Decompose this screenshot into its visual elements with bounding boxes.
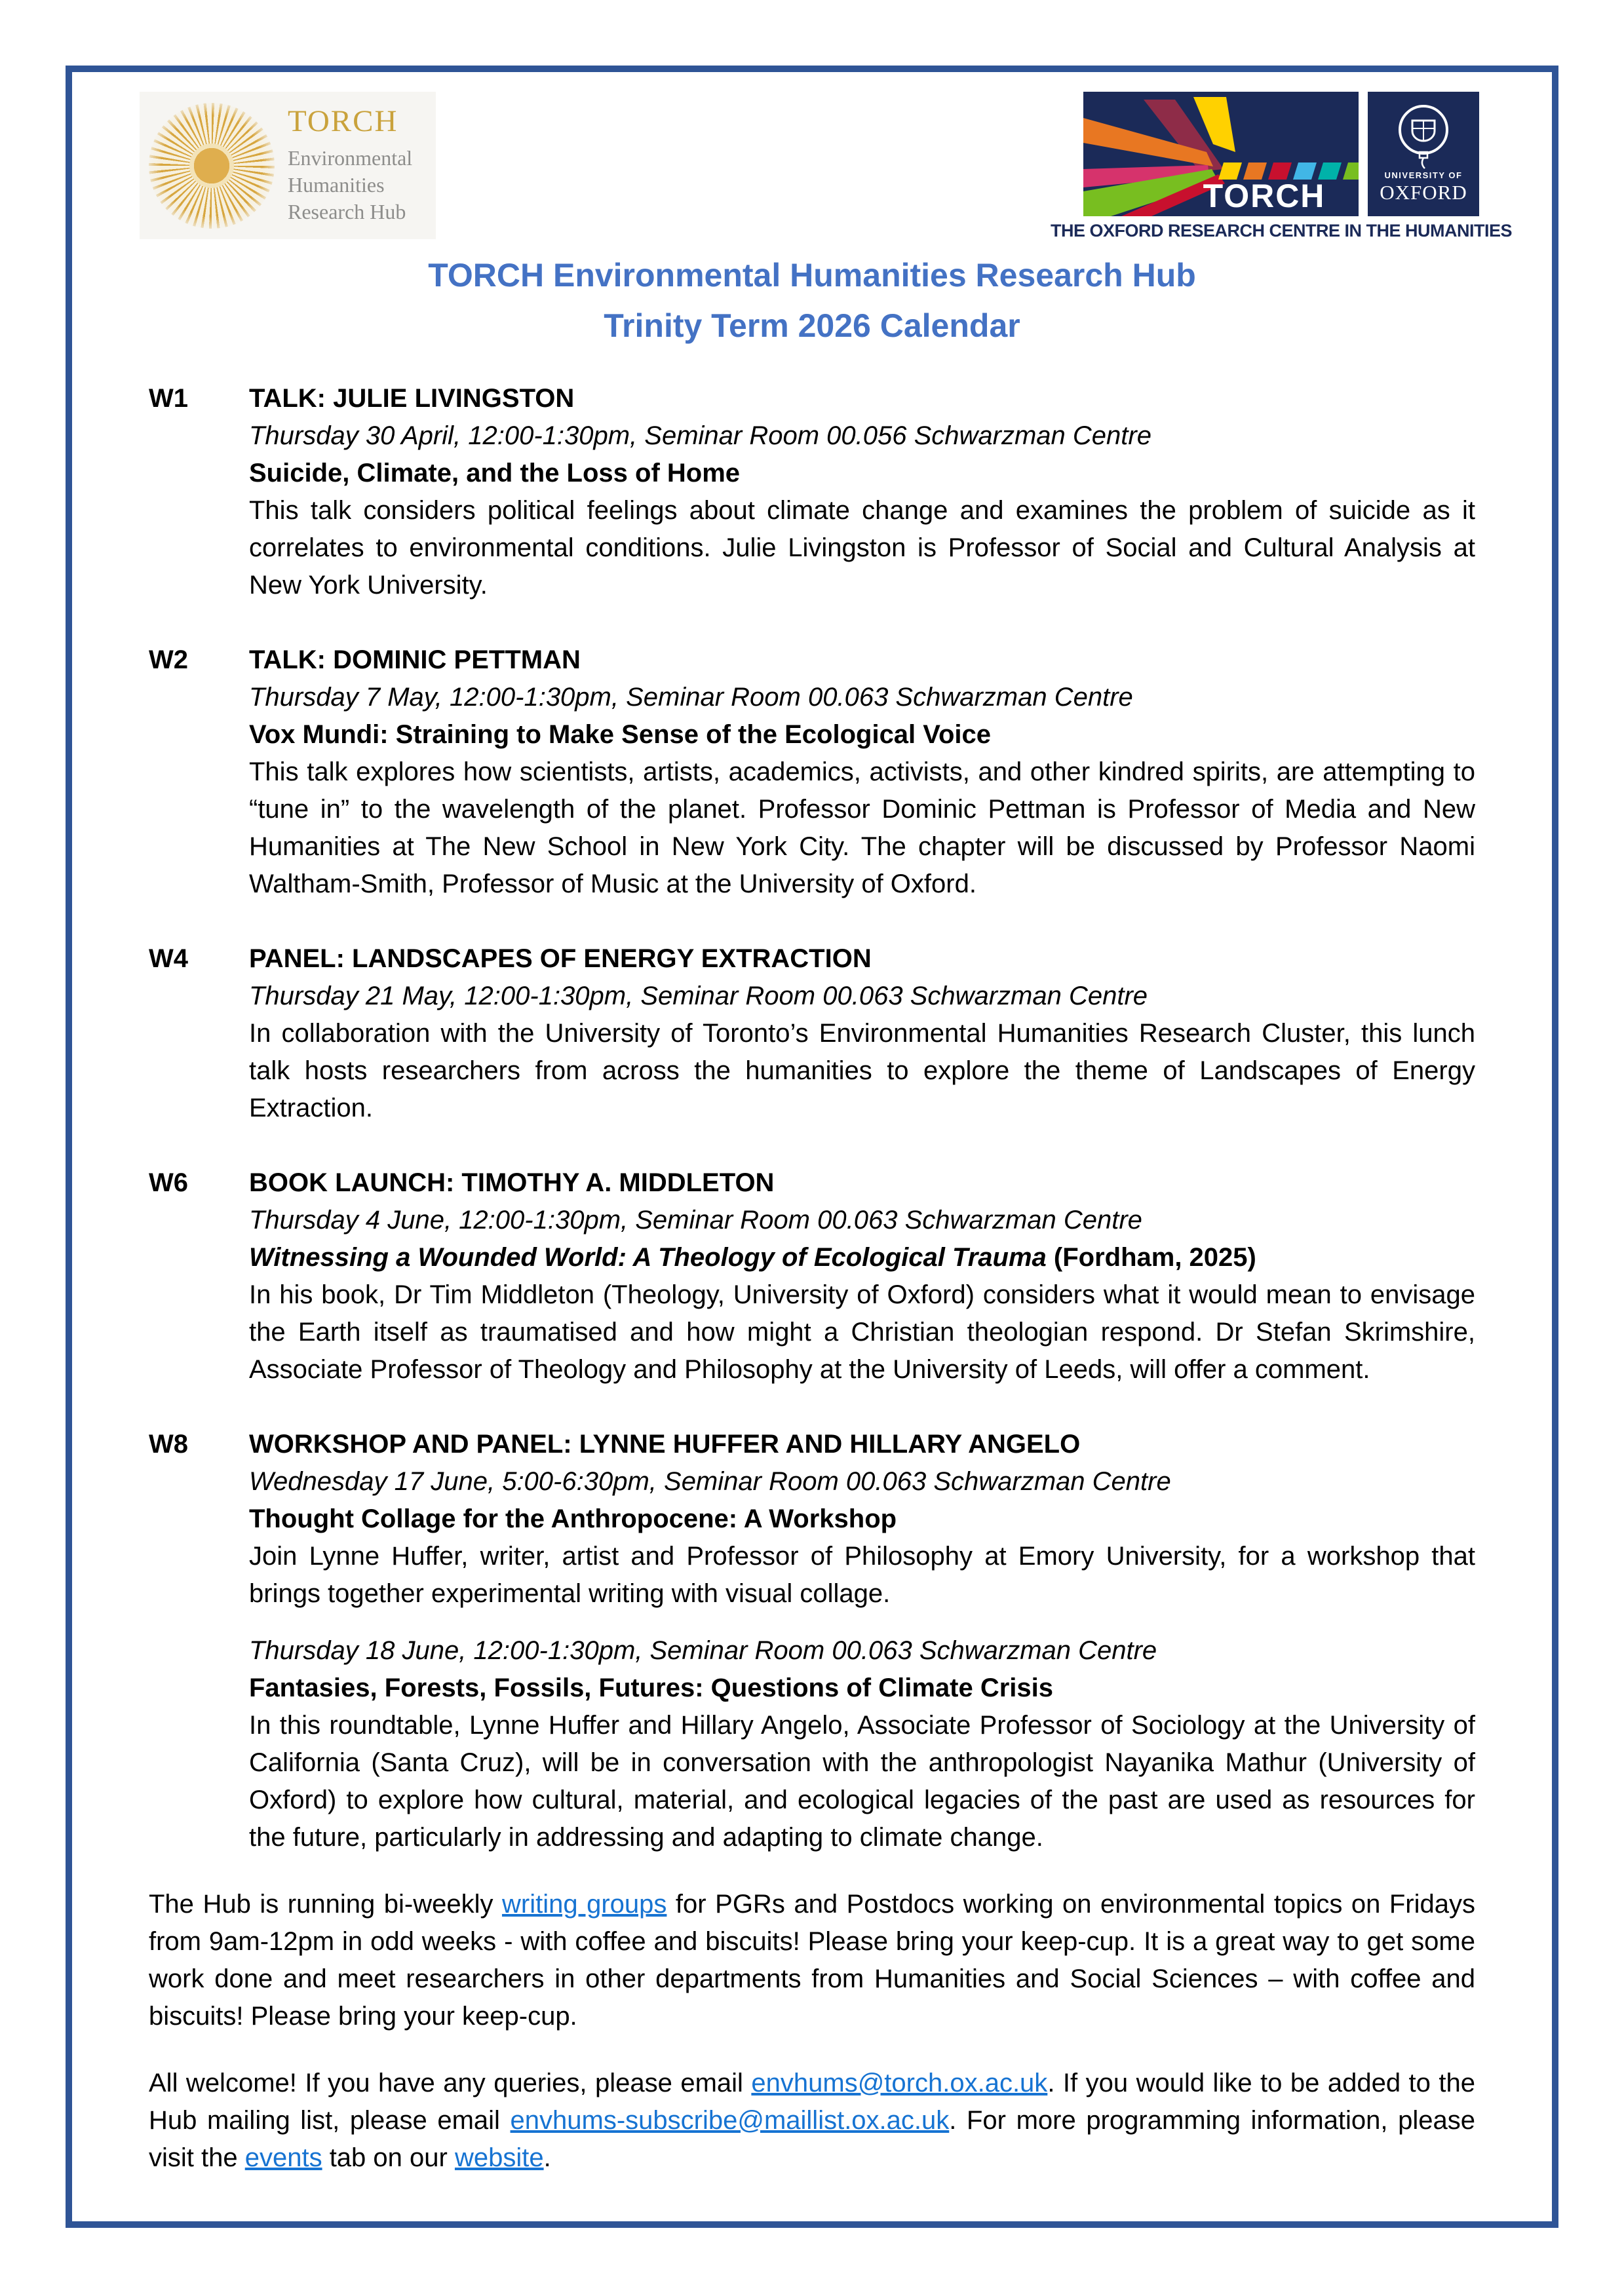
event-title (249, 1239, 1475, 1276)
page-border (66, 66, 1558, 2228)
event-content (249, 641, 1475, 903)
header (149, 92, 1512, 244)
footer-text: . For more programming information, please visit the (149, 2106, 1476, 2172)
website-link[interactable]: website (454, 2143, 544, 2172)
hub-logo-line-2: Humanities (288, 172, 385, 197)
event-description: In his book, Dr Tim Middleton (Theology, University of Oxford) considers what it would mean to envisage the Earth itself as traumatised and how might a Christian theologian respond. Dr Stefan Skrimshire, Associate Professor of Theology and Philosophy at the University of Leeds, will offer a comment. (249, 1280, 1475, 1384)
footer-text: tab on our (322, 2143, 455, 2172)
hub-logo-line-1: Environmental (288, 145, 413, 170)
contact-paragraph (149, 2065, 1475, 2177)
book-title: Witnessing a Wounded World: A Theology of Ecological Trauma (249, 1243, 1047, 1272)
session (249, 978, 1475, 1127)
event-date: Thursday 30 April, 12:00-1:30pm, Seminar Room 00.056 Schwarzman Centre (249, 421, 1151, 450)
events-link[interactable]: events (244, 2143, 322, 2172)
event-title: Vox Mundi: Straining to Make Sense of the Ecological Voice (249, 720, 992, 749)
page-title-line-1: TORCH Environmental Humanities Research Hub (428, 257, 1196, 294)
writing-groups-link[interactable]: writing groups (501, 1890, 667, 1919)
event-content (249, 1426, 1475, 1856)
hub-logo-text (288, 106, 412, 225)
event-description: In this roundtable, Lynne Huffer and Hillary Angelo, Associate Professor of Sociology at the University of California (Santa Cruz), will be in conversation with the anthropologist Nayanika Mathur (University of Oxford) to explore how cultural, material, and ecological legacies of the past are used as resources for the future, particularly in addressing and adapting to climate change. (249, 1711, 1475, 1852)
envhums-email-link[interactable]: envhums@torch.ox.ac.uk (751, 2069, 1048, 2097)
hub-logo-line-3: Research Hub (288, 199, 406, 223)
event-w4 (149, 940, 1475, 1127)
oxford-university-of-text: UNIVERSITY OF (1384, 170, 1463, 180)
event-date: Thursday 4 June, 12:00-1:30pm, Seminar Room 00.063 Schwarzman Centre (249, 1206, 1142, 1234)
session (249, 417, 1475, 604)
footer-text: for PGRs and Postdocs working on environmental topics on Fridays from 9am-12pm in odd weeks - with coffee and biscuits! Please bring your keep-cup. It is a great way to get some work done and meet researchers in other departments from Humanities and Social Sciences – with coffee and biscuits! Please bring your keep-cup. (149, 1890, 1475, 2031)
event-heading: PANEL: LANDSCAPES OF ENERGY EXTRACTION (249, 944, 872, 973)
event-content (249, 380, 1475, 604)
week-label: W8 (149, 1430, 188, 1459)
events-list (149, 380, 1475, 1856)
event-date: Thursday 18 June, 12:00-1:30pm, Seminar Room 00.063 Schwarzman Centre (249, 1636, 1157, 1665)
torch-wordmark: TORCH (1203, 178, 1326, 214)
sunburst-icon (149, 103, 275, 229)
event-heading: BOOK LAUNCH: TIMOTHY A. MIDDLETON (249, 1168, 775, 1197)
session (249, 1463, 1475, 1613)
event-description: This talk considers political feelings about climate change and examines the problem of suicide as it correlates to environmental conditions. Julie Livingston is Professor of Social and Cultural Analysis at New York University. (249, 496, 1475, 600)
event-content (249, 1164, 1475, 1388)
event-w1 (149, 380, 1475, 604)
torch-oxford-logo (1051, 92, 1512, 241)
book-title-suffix: (Fordham, 2025) (1046, 1243, 1256, 1272)
footer-text: . (543, 2143, 551, 2172)
week-label: W6 (149, 1168, 188, 1197)
oxford-wordmark: OXFORD (1380, 181, 1467, 204)
event-heading: TALK: JULIE LIVINGSTON (249, 384, 575, 413)
footer-text: All welcome! If you have any queries, please email (149, 2069, 752, 2097)
event-date: Thursday 7 May, 12:00-1:30pm, Seminar Room 00.063 Schwarzman Centre (249, 683, 1133, 712)
event-description: Join Lynne Huffer, writer, artist and Professor of Philosophy at Emory University, for a workshop that brings together experimental writing with visual collage. (249, 1542, 1475, 1608)
event-heading: WORKSHOP AND PANEL: LYNNE HUFFER AND HILLARY ANGELO (249, 1430, 1081, 1459)
event-w8 (149, 1426, 1475, 1856)
event-title: Fantasies, Forests, Fossils, Futures: Questions of Climate Crisis (249, 1674, 1053, 1702)
hub-logo-torch-wordmark: TORCH (288, 104, 398, 138)
torch-hub-logo (140, 92, 436, 239)
footer-text: . If you would like to be added to the Hub mailing list, please email (149, 2069, 1475, 2135)
event-date: Wednesday 17 June, 5:00-6:30pm, Seminar Room 00.063 Schwarzman Centre (249, 1467, 1171, 1496)
event-description: In collaboration with the University of Toronto’s Environmental Humanities Research Cluster, this lunch talk hosts researchers from across the humanities to explore the theme of Landscapes of Energy Extraction. (249, 1019, 1475, 1122)
week-label: W1 (149, 384, 188, 413)
page-title (149, 250, 1475, 351)
oxford-logo (1368, 92, 1479, 216)
event-w6 (149, 1164, 1475, 1388)
event-content (249, 940, 1475, 1127)
logo-boxes (1083, 92, 1479, 216)
footer-text: The Hub is running bi-weekly (149, 1890, 502, 1919)
event-description: This talk explores how scientists, artists, academics, activists, and other kindred spirits, are attempting to “tune in” to the wavelength of the planet. Professor Dominic Pettman is Professor of Media and New Humanities at The New School in New York City. The chapter will be discussed by Professor Naomi Waltham-Smith, Professor of Music at the University of Oxford. (249, 757, 1475, 898)
page-title-line-2: Trinity Term 2026 Calendar (604, 307, 1020, 344)
session (249, 1632, 1475, 1856)
logo-caption: THE OXFORD RESEARCH CENTRE IN THE HUMANITIES (1050, 221, 1512, 240)
week-label: W4 (149, 944, 188, 973)
event-date: Thursday 21 May, 12:00-1:30pm, Seminar Room 00.063 Schwarzman Centre (249, 982, 1148, 1010)
week-label: W2 (149, 645, 188, 674)
subscribe-email-link[interactable]: envhums-subscribe@maillist.ox.ac.uk (510, 2106, 950, 2135)
event-heading: TALK: DOMINIC PETTMAN (249, 645, 581, 674)
session (249, 1202, 1475, 1388)
session (249, 679, 1475, 903)
writing-groups-paragraph (149, 1886, 1475, 2035)
torch-arrows-logo (1083, 92, 1359, 216)
event-w2 (149, 641, 1475, 903)
event-title: Thought Collage for the Anthropocene: A Workshop (249, 1504, 897, 1533)
event-title: Suicide, Climate, and the Loss of Home (249, 459, 741, 488)
